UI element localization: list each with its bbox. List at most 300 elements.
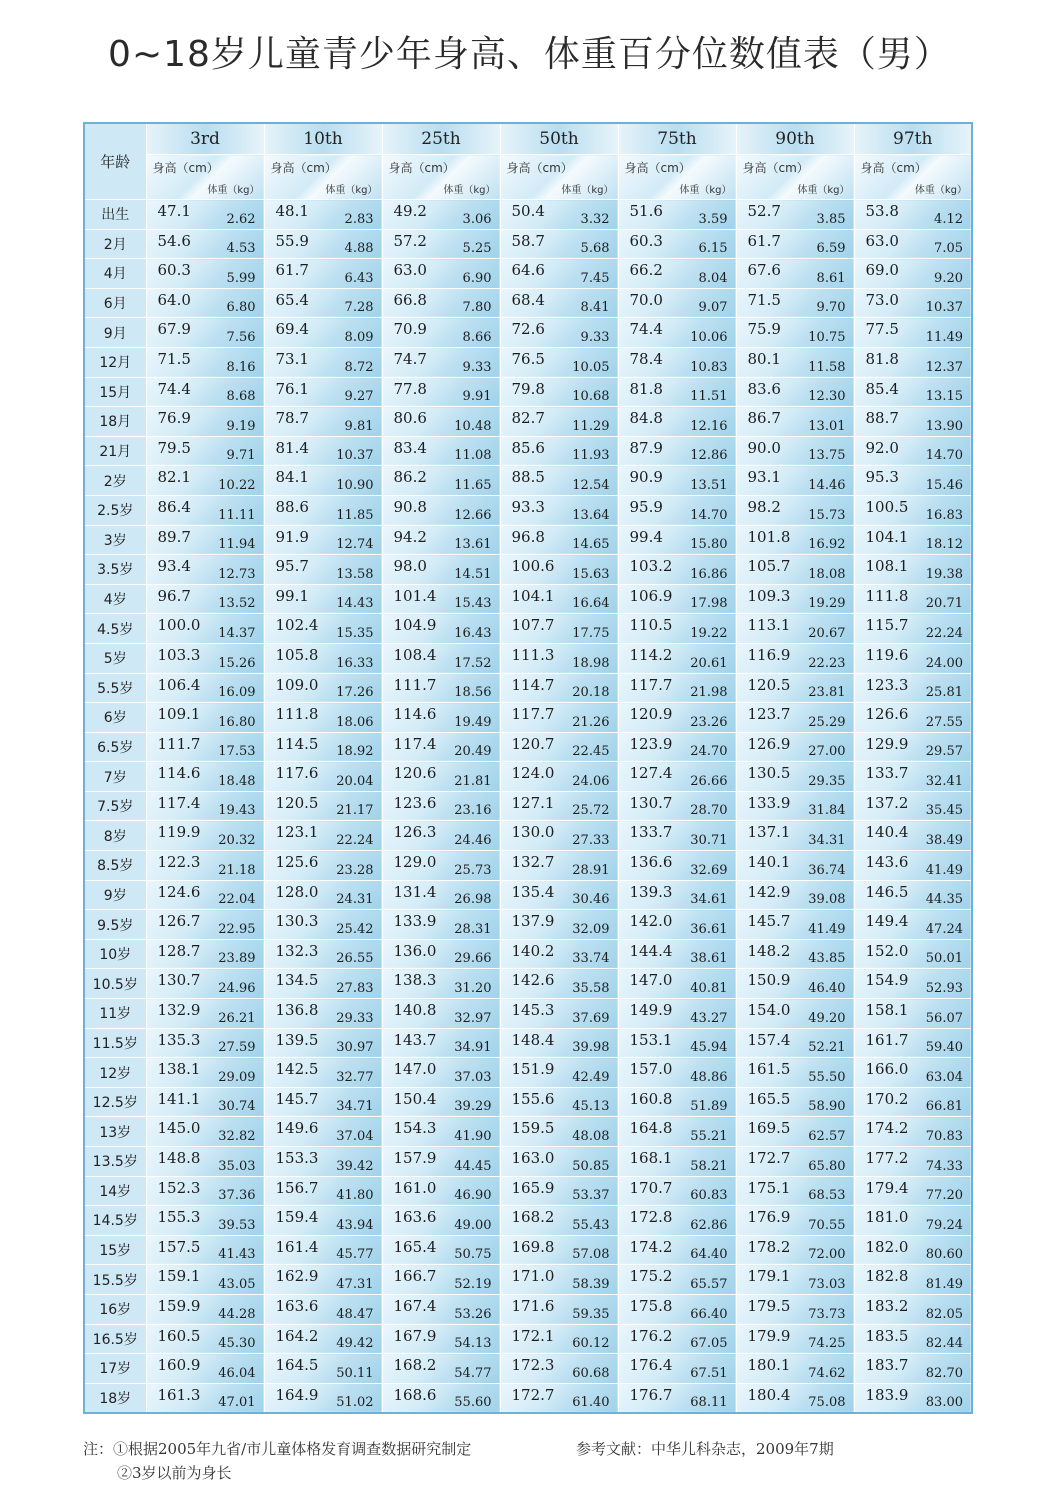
percentile-header: 10th [264,123,382,155]
table-row [84,614,972,644]
height-value: 128.0 [275,882,319,901]
height-value: 172.7 [511,1385,555,1404]
value-cell [618,407,736,437]
height-value: 144.4 [629,941,673,960]
value-cell [382,1206,500,1236]
value-cell [854,1087,972,1117]
value-cell [854,999,972,1029]
weight-value: 67.51 [690,1365,728,1381]
weight-value: 24.96 [218,981,256,997]
value-cell [736,229,854,259]
weight-value: 5.25 [462,241,492,257]
value-cell [382,525,500,555]
value-cell [854,1383,972,1413]
value-cell [146,200,264,230]
height-value: 100.5 [865,497,909,516]
height-unit-label: 身高（cm） [270,161,337,175]
height-value: 114.6 [157,764,201,783]
age-cell: 14.5岁 [84,1206,146,1236]
value-cell [500,1058,618,1088]
weight-value: 23.28 [336,862,374,878]
value-cell [264,1028,382,1058]
weight-value: 80.60 [925,1247,963,1263]
value-cell [382,732,500,762]
height-value: 168.6 [393,1385,437,1404]
value-cell [146,318,264,348]
weight-value: 3.06 [462,211,492,227]
weight-value: 41.49 [808,921,846,937]
unit-header [854,155,972,200]
height-value: 88.5 [511,468,545,487]
value-cell [736,555,854,585]
value-cell [736,318,854,348]
value-cell [264,555,382,585]
value-cell [146,910,264,940]
weight-value: 37.03 [454,1069,492,1085]
height-value: 117.4 [157,793,201,812]
weight-unit-label: 体重（kg） [443,185,496,196]
value-cell [146,1058,264,1088]
height-value: 152.3 [157,1178,201,1197]
weight-value: 8.41 [580,300,610,316]
value-cell [264,643,382,673]
value-cell [736,1087,854,1117]
weight-value: 11.49 [925,329,963,345]
weight-value: 55.43 [572,1217,610,1233]
value-cell [500,703,618,733]
value-cell [618,851,736,881]
height-value: 170.7 [629,1178,673,1197]
height-value: 161.5 [747,1060,791,1079]
value-cell [854,762,972,792]
value-cell [264,673,382,703]
value-cell [264,200,382,230]
height-value: 104.1 [511,586,555,605]
value-cell [736,910,854,940]
value-cell [736,791,854,821]
height-value: 160.5 [157,1326,201,1345]
height-value: 147.0 [393,1060,437,1079]
height-value: 85.4 [865,379,899,398]
value-cell [854,1235,972,1265]
height-value: 117.7 [511,705,555,724]
age-cell: 16岁 [84,1294,146,1324]
value-cell [854,880,972,910]
weight-value: 18.48 [218,773,256,789]
height-value: 90.0 [747,438,781,457]
weight-value: 25.42 [336,921,374,937]
height-value: 163.0 [511,1149,555,1167]
weight-value: 57.08 [572,1247,610,1263]
height-value: 165.4 [393,1237,437,1256]
height-value: 140.4 [865,823,909,842]
weight-value: 43.27 [690,1010,728,1026]
height-value: 123.6 [393,793,437,812]
height-value: 176.2 [629,1326,673,1345]
value-cell [382,1058,500,1088]
weight-value: 25.73 [454,862,492,878]
value-cell [264,1265,382,1295]
unit-header [618,155,736,200]
value-cell [146,525,264,555]
weight-value: 7.80 [462,300,492,316]
value-cell [500,791,618,821]
weight-value: 82.05 [925,1306,963,1322]
value-cell [618,1235,736,1265]
value-cell [382,584,500,614]
value-cell [382,318,500,348]
weight-value: 58.39 [572,1276,610,1292]
table-row [84,851,972,881]
value-cell [500,347,618,377]
value-cell [146,495,264,525]
value-cell [736,1117,854,1147]
weight-value: 8.68 [226,389,256,405]
height-value: 117.6 [275,764,319,783]
height-value: 107.7 [511,616,555,635]
height-value: 161.7 [865,1030,909,1049]
height-value: 104.1 [865,527,909,546]
weight-value: 46.04 [218,1365,256,1381]
value-cell [500,436,618,466]
height-value: 124.6 [157,882,201,901]
weight-value: 60.68 [572,1365,610,1381]
value-cell [854,673,972,703]
weight-value: 13.01 [808,418,846,434]
weight-value: 21.18 [218,862,256,878]
height-value: 130.3 [275,912,319,931]
weight-value: 20.04 [336,773,374,789]
height-value: 149.4 [865,912,909,931]
value-cell [500,495,618,525]
height-value: 158.1 [865,1001,909,1020]
height-value: 176.4 [629,1356,673,1375]
value-cell [736,851,854,881]
value-cell [618,821,736,851]
footnote-length: ②3岁以前为身长 [117,1464,232,1482]
height-value: 138.3 [393,971,437,990]
weight-value: 27.59 [218,1040,256,1056]
value-cell [500,821,618,851]
weight-value: 12.74 [336,537,374,553]
weight-value: 23.26 [690,714,728,730]
weight-value: 40.81 [690,981,728,997]
height-value: 126.3 [393,823,437,842]
height-value: 114.2 [629,645,673,664]
weight-value: 17.75 [572,625,610,641]
value-cell [854,1206,972,1236]
weight-value: 36.74 [808,862,846,878]
value-cell [736,1058,854,1088]
table-row [84,791,972,821]
value-cell [500,1206,618,1236]
value-cell [736,347,854,377]
weight-value: 29.33 [336,1010,374,1026]
weight-value: 27.55 [925,714,963,730]
height-value: 90.8 [393,497,427,516]
height-value: 81.8 [629,379,663,398]
weight-value: 26.98 [454,892,492,908]
value-cell [854,1324,972,1354]
weight-value: 22.23 [808,655,846,671]
weight-value: 30.74 [218,1099,256,1115]
age-cell: 8.5岁 [84,851,146,881]
weight-value: 16.43 [454,625,492,641]
height-value: 111.8 [865,586,909,605]
weight-value: 16.64 [572,596,610,612]
weight-value: 34.91 [454,1040,492,1056]
weight-value: 10.68 [572,389,610,405]
weight-unit-label: 体重（kg） [207,185,260,196]
height-value: 54.6 [157,231,191,250]
height-value: 81.8 [865,349,899,368]
value-cell [618,762,736,792]
value-cell [146,584,264,614]
weight-value: 52.93 [925,981,963,997]
weight-unit-label: 体重（kg） [797,185,850,196]
weight-value: 32.41 [925,773,963,789]
value-cell [264,259,382,289]
weight-value: 74.62 [808,1365,846,1381]
weight-value: 9.07 [698,300,728,316]
value-cell [146,555,264,585]
age-cell: 2月 [84,229,146,259]
value-cell [146,643,264,673]
weight-value: 7.05 [934,241,963,257]
value-cell [618,939,736,969]
height-value: 82.1 [157,468,191,487]
weight-value: 29.35 [808,773,846,789]
weight-value: 43.94 [336,1217,374,1233]
value-cell [382,1294,500,1324]
value-cell [382,821,500,851]
weight-value: 6.80 [226,300,256,316]
weight-value: 20.32 [218,833,256,849]
table-row [84,969,972,999]
weight-value: 14.43 [336,596,374,612]
height-value: 137.2 [865,793,909,812]
value-cell [382,1265,500,1295]
height-value: 165.5 [747,1089,791,1108]
height-value: 131.4 [393,882,437,901]
height-value: 163.6 [275,1296,319,1315]
value-cell [854,1354,972,1384]
value-cell [500,1028,618,1058]
weight-value: 26.55 [336,951,374,967]
height-value: 111.8 [275,705,319,724]
weight-value: 14.51 [454,566,492,582]
value-cell [854,584,972,614]
value-cell [854,939,972,969]
value-cell [618,999,736,1029]
weight-value: 15.43 [454,596,492,612]
height-value: 93.1 [747,468,781,487]
height-value: 182.8 [865,1267,909,1286]
height-value: 66.8 [393,290,427,309]
height-value: 181.0 [865,1208,909,1227]
height-value: 116.9 [747,645,791,664]
height-value: 91.9 [275,527,309,546]
weight-value: 44.45 [454,1158,492,1174]
weight-value: 9.19 [226,418,256,434]
weight-value: 8.61 [816,270,846,286]
value-cell [736,466,854,496]
percentile-header: 90th [736,123,854,155]
weight-value: 51.02 [336,1395,374,1411]
weight-value: 73.03 [808,1276,846,1292]
age-cell: 11.5岁 [84,1028,146,1058]
weight-value: 24.06 [572,773,610,789]
table-row [84,910,972,940]
value-cell [382,1354,500,1384]
value-cell [736,880,854,910]
value-cell [618,1294,736,1324]
value-cell [854,643,972,673]
weight-value: 11.65 [454,477,492,493]
weight-value: 4.12 [934,211,963,227]
height-value: 111.7 [157,734,201,753]
value-cell [500,643,618,673]
weight-unit-label: 体重（kg） [561,185,614,196]
height-value: 65.4 [275,290,309,309]
height-value: 169.8 [511,1237,555,1256]
height-value: 114.5 [275,734,319,753]
height-value: 55.9 [275,231,309,250]
table-row [84,229,972,259]
height-value: 140.2 [511,941,555,960]
percentile-header: 25th [382,123,500,155]
weight-value: 35.58 [572,981,610,997]
weight-value: 14.65 [572,537,610,553]
height-value: 162.9 [275,1267,319,1286]
weight-value: 65.80 [808,1158,846,1174]
table-row [84,377,972,407]
age-cell: 4.5岁 [84,614,146,644]
height-value: 171.6 [511,1296,555,1315]
height-value: 98.2 [747,497,781,516]
weight-value: 38.49 [925,833,963,849]
value-cell [264,1235,382,1265]
table-row [84,821,972,851]
value-cell [264,821,382,851]
weight-value: 13.52 [218,596,256,612]
age-cell: 2岁 [84,466,146,496]
weight-value: 48.86 [690,1069,728,1085]
weight-value: 11.85 [336,507,374,523]
value-cell [146,1117,264,1147]
table-row [84,288,972,318]
weight-value: 10.37 [925,300,963,316]
height-value: 157.9 [393,1149,437,1167]
height-value: 60.3 [157,261,191,280]
height-value: 176.9 [747,1208,791,1227]
value-cell [854,259,972,289]
value-cell [500,851,618,881]
height-value: 164.9 [275,1385,319,1404]
height-value: 161.0 [393,1178,437,1197]
height-value: 164.2 [275,1326,319,1345]
value-cell [382,555,500,585]
height-value: 83.4 [393,438,427,457]
weight-value: 12.37 [925,359,963,375]
weight-value: 5.68 [580,241,610,257]
height-value: 82.7 [511,409,545,428]
height-value: 67.6 [747,261,781,280]
value-cell [146,1147,264,1177]
weight-value: 10.83 [690,359,728,375]
value-cell [618,969,736,999]
value-cell [500,259,618,289]
height-value: 85.6 [511,438,545,457]
value-cell [736,1147,854,1177]
weight-value: 32.77 [336,1069,374,1085]
value-cell [736,821,854,851]
value-cell [146,1324,264,1354]
weight-value: 75.08 [808,1395,846,1411]
value-cell [736,288,854,318]
height-value: 52.7 [747,202,781,220]
height-value: 94.2 [393,527,427,546]
height-value: 96.7 [157,586,191,605]
height-value: 108.1 [865,557,909,576]
weight-value: 10.05 [572,359,610,375]
height-value: 143.6 [865,853,909,872]
weight-value: 81.49 [925,1276,963,1292]
value-cell [618,1383,736,1413]
height-value: 86.7 [747,409,781,428]
height-value: 167.9 [393,1326,437,1345]
value-cell [618,880,736,910]
weight-value: 13.15 [925,389,963,405]
height-value: 47.1 [157,202,191,220]
height-value: 174.2 [629,1237,673,1256]
value-cell [146,1028,264,1058]
value-cell [854,200,972,230]
height-value: 172.8 [629,1208,673,1227]
age-cell: 11岁 [84,999,146,1029]
height-value: 95.3 [865,468,899,487]
height-value: 124.0 [511,764,555,783]
height-value: 49.2 [393,202,427,220]
weight-value: 15.26 [218,655,256,671]
height-value: 50.4 [511,202,545,220]
height-value: 175.8 [629,1296,673,1315]
table-row [84,880,972,910]
value-cell [264,1294,382,1324]
value-cell [854,466,972,496]
height-value: 148.8 [157,1149,201,1167]
value-cell [618,1176,736,1206]
height-value: 154.3 [393,1119,437,1138]
percentile-header: 50th [500,123,618,155]
weight-value: 39.42 [336,1158,374,1174]
weight-value: 54.13 [454,1336,492,1352]
value-cell [382,1147,500,1177]
weight-value: 29.09 [218,1069,256,1085]
height-value: 183.2 [865,1296,909,1315]
weight-value: 28.70 [690,803,728,819]
weight-value: 12.54 [572,477,610,493]
weight-value: 13.51 [690,477,728,493]
weight-value: 23.81 [808,685,846,701]
weight-value: 20.67 [808,625,846,641]
table-row [84,200,972,230]
value-cell [500,377,618,407]
weight-value: 10.22 [218,477,256,493]
value-cell [618,347,736,377]
height-value: 105.7 [747,557,791,576]
weight-value: 32.97 [454,1010,492,1026]
